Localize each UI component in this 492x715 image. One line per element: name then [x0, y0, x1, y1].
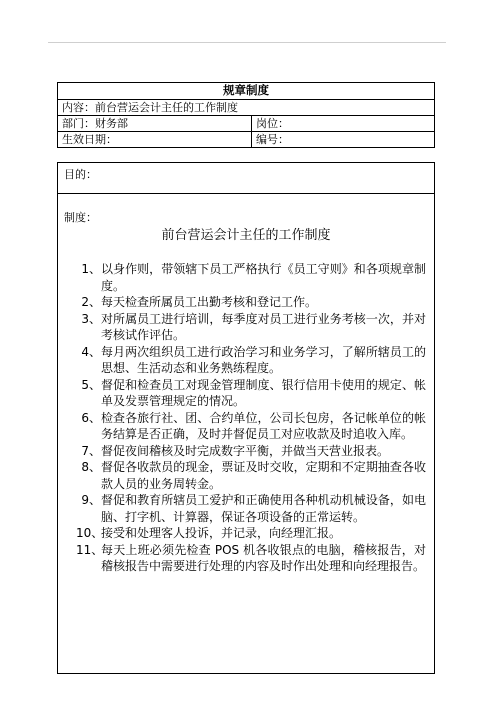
item-number: 7、 [81, 443, 101, 458]
regulation-items-list [76, 261, 426, 575]
list-item [76, 294, 426, 311]
item-number: 10、 [76, 526, 104, 540]
list-item [76, 261, 426, 294]
number-cell: 编号： [256, 133, 289, 146]
item-text: 每月两次组织员工进行政治学习和业务学习，了解所辖员工的思想、生活动态和业务熟练程度。 [101, 344, 426, 375]
list-item [76, 344, 426, 377]
department-cell: 部门：财务部 [58, 116, 252, 131]
list-item [76, 443, 426, 460]
item-text: 接受和处理客人投诉，并记录，向经理汇报。 [101, 526, 342, 540]
list-item [76, 542, 426, 575]
list-item [76, 459, 426, 492]
document-title: 前台营运会计主任的工作制度 [161, 228, 331, 243]
content-row [58, 99, 434, 115]
header-title-row [58, 83, 434, 99]
effective-date-cell: 生效日期： [58, 132, 252, 147]
list-item [76, 377, 426, 410]
list-item [76, 410, 426, 443]
item-number: 9、 [81, 493, 101, 507]
item-number: 3、 [81, 311, 101, 326]
list-item [76, 525, 426, 542]
position-cell: 岗位： [256, 117, 289, 130]
date-row [58, 131, 434, 147]
item-number: 2、 [81, 295, 101, 309]
item-number: 8、 [81, 460, 101, 474]
list-item [76, 311, 426, 344]
list-item [76, 492, 426, 525]
item-text: 以身作则，带领辖下员工严格执行《员工守则》和各项规章制度。 [101, 262, 426, 293]
system-label: 制度： [64, 211, 97, 224]
purpose-label: 目的： [64, 168, 97, 181]
page-top-rule [48, 42, 446, 43]
item-number: 1、 [81, 262, 101, 276]
item-text: 每天上班必须先检查 POS 机各收银点的电脑，稽核报告，对稽核报告中需要进行处理的内容及时作出处理和向经理报告。 [101, 542, 426, 573]
item-number: 11、 [76, 542, 104, 557]
item-text: 督促各收款员的现金，票证及时交收，定期和不定期抽查各收款人员的业务周转金。 [101, 460, 426, 491]
item-text: 对所属员工进行培训，每季度对员工进行业务考核一次，并对考核试作评估。 [101, 311, 426, 342]
item-text: 督促和检查员工对现金管理制度、银行信用卡使用的规定、帐单及发票管理规定的情况。 [101, 377, 426, 408]
content-label: 内容：前台营运会计主任的工作制度 [62, 101, 238, 114]
item-text: 每天检查所属员工出勤考核和登记工作。 [101, 295, 318, 309]
item-number: 5、 [81, 377, 101, 392]
item-number: 6、 [81, 410, 101, 425]
header-title: 规章制度 [223, 83, 269, 97]
item-text: 检查各旅行社、团、合约单位，公司长包房，各记帐单位的帐务结算是否正确，及时并督促员工对应收款及时追收入库。 [101, 410, 426, 441]
regulation-body-box [57, 162, 435, 674]
regulation-header-table [57, 82, 435, 148]
purpose-section [58, 163, 434, 194]
department-row [58, 115, 434, 131]
item-number: 4、 [81, 344, 101, 359]
item-text: 督促和教育所辖员工爱护和正确使用各种机动机械设备，如电脑、打字机、计算器，保证各项设备的正常运转。 [101, 493, 426, 524]
item-text: 督促夜间稽核及时完成数字平衡，并做当天营业报表。 [101, 443, 390, 458]
